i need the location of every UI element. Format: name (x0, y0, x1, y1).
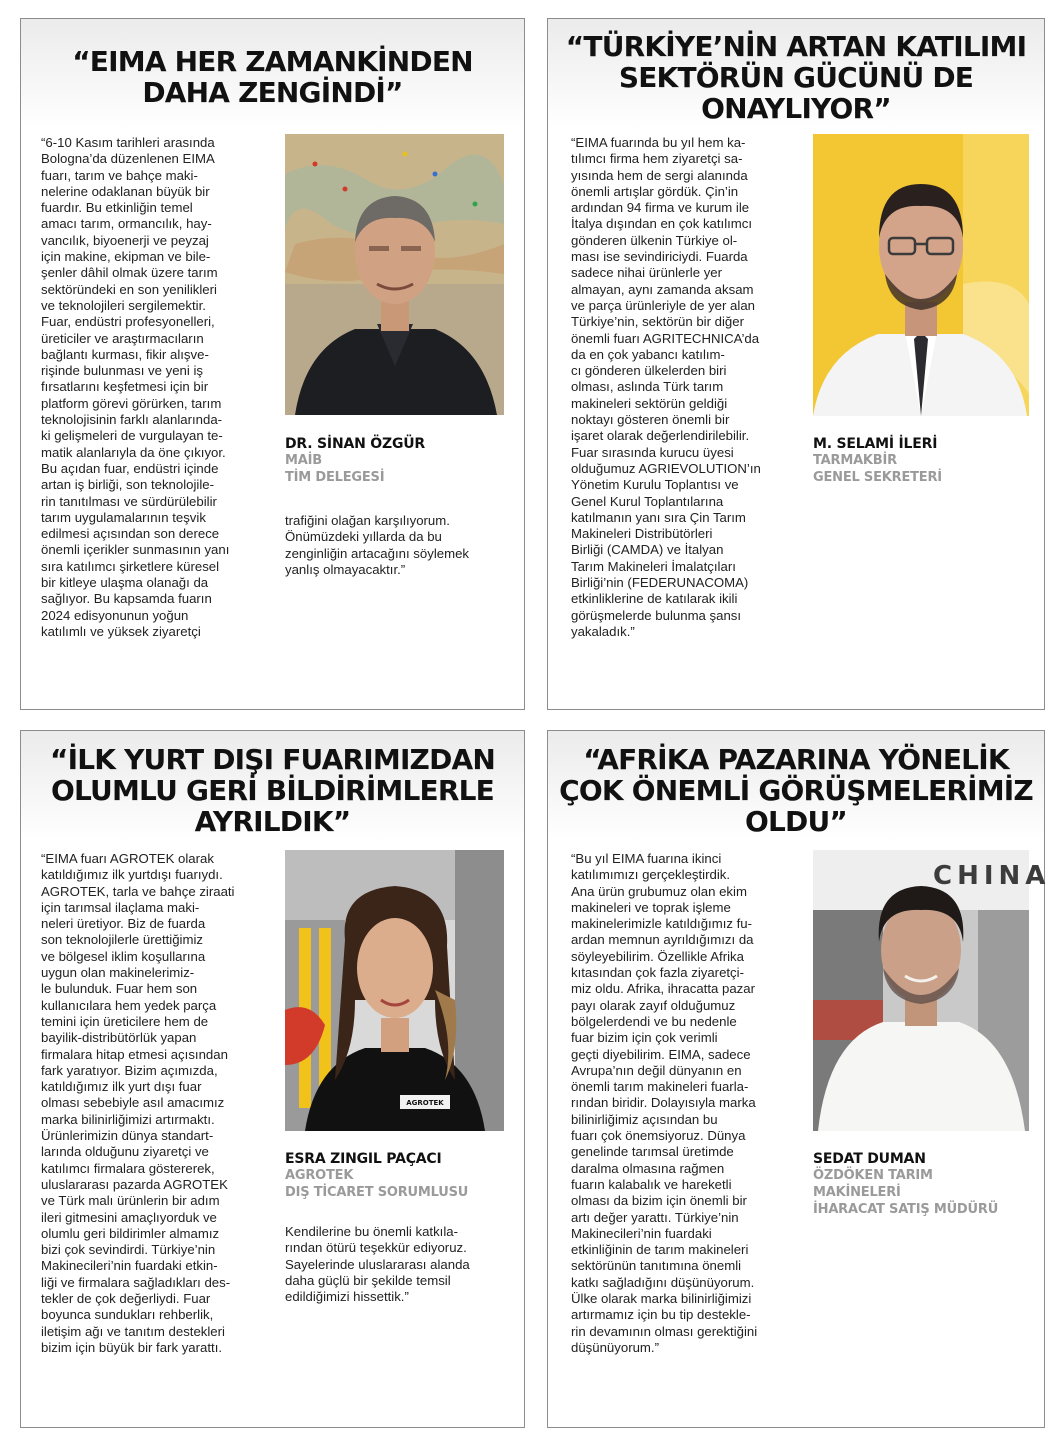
body-line: ve parça ürünleriyle de yer alan (571, 297, 755, 313)
body-line: son teknolojilerle ürettiğimiz (41, 932, 203, 948)
body-line: liği ve firmalara sağladıkları des- (41, 1274, 231, 1290)
body-line: larında olduğunu ziyaretçi ve (41, 1144, 209, 1160)
body-line: yakaladık.” (571, 623, 635, 639)
body-line: makinelerimizle katıldığımız fu- (571, 916, 753, 932)
body-line: bizim için büyük bir fark yarattı. (41, 1339, 223, 1355)
article-4 (547, 730, 1051, 1428)
body-line: almayan, aynı zamanda aksam (571, 281, 754, 297)
article-1-title: “EIMA HER ZAMANKİNDEN DAHA ZENGİNDİ” (72, 45, 473, 109)
body-line: Birliği (CAMDA) ve İtalyan (571, 542, 724, 558)
article-3-body-left (41, 851, 235, 1356)
body-line: fuarı çok önemsiyoruz. Dünya (571, 1128, 746, 1144)
body-line: üreticiler ve araştırmacıların (41, 330, 204, 346)
body-line: için tarımsal ilaçlama maki- (41, 899, 200, 915)
person-role-4: ÖZDÖKEN TARIM MAKİNELERİ İHARACAT SATIŞ MÜDÜRÜ (813, 1168, 999, 1217)
portrait-photo-sedat-duman (813, 850, 1051, 1131)
body-line: Makineleri Distribütörleri (571, 526, 713, 542)
body-line: trafiğini olağan karşılıyorum. (285, 513, 450, 528)
body-line: katılımlı ve yüksek ziyaretçi (41, 623, 201, 639)
body-line: 2024 edisyonunun yoğun (41, 607, 189, 623)
body-line: uluslararası pazarda AGROTEK (41, 1176, 228, 1192)
photo-shirt-label: AGROTEK (406, 1099, 444, 1107)
body-line: Ülke olarak marka bilinirliğimizi (571, 1291, 752, 1307)
body-line: Tarım Makineleri İmalatçıları (571, 558, 736, 574)
person-name-4: SEDAT DUMAN (813, 1151, 926, 1167)
body-line: sağlıyor. Bu kapsamda fuarın (41, 591, 212, 607)
body-line: tekler de çok değerliydi. Fuar (41, 1291, 211, 1307)
body-line: marka bilinirliğimizi artırmaktı. (41, 1111, 215, 1127)
body-line: fuardır. Bu etkinliğin temel (41, 200, 193, 216)
body-line: Fuar, endüstri profesyonelleri, (41, 314, 215, 330)
body-line: rından ötürü teşekkür ediyoruz. (285, 1240, 467, 1256)
body-line: boyunca sundukları rehberlik, (41, 1307, 214, 1323)
body-line: “EIMA fuarı AGROTEK olarak (41, 851, 214, 866)
body-line: önemli artışlar gördük. Çin’in (571, 183, 739, 199)
body-line: fırsatlarını keşfetmesi için bir (41, 379, 209, 395)
body-line: amacı tarım, ormancılık, hay- (41, 216, 212, 232)
body-line: noktayı gösteren önemli bir (571, 412, 730, 428)
body-line: daralma olmasına rağmen (571, 1160, 725, 1176)
body-line: uygun olan makinelerimiz- (41, 965, 195, 981)
body-line: fuar bizim için çok verimli (571, 1030, 718, 1046)
article-4-body-left (571, 851, 757, 1356)
body-line: vancılık, biyoenerji ve peyzaj (41, 232, 209, 248)
body-line: görüşmelerde bulunma şansı (571, 607, 742, 623)
body-line: rişinde bulunması ve yeni iş (41, 363, 203, 379)
body-line: AGROTEK, tarla ve bahçe ziraati (41, 883, 235, 899)
article-2-body-left (571, 135, 761, 640)
body-line: bayilik-distribütörlük yapan (41, 1030, 197, 1046)
person-role-2: TARMAKBİR GENEL SEKRETERİ (813, 453, 942, 485)
body-line: ardından 94 firma ve kurum ile (571, 200, 750, 216)
body-line: önemli tarım makineleri fuarla- (571, 1079, 749, 1095)
body-line: temini için üreticilere hem de (41, 1013, 209, 1029)
portrait-photo-selami-ileri (813, 134, 1029, 416)
body-line: katıldığımız ilk yurtdışı fuarıydı. (41, 867, 223, 883)
body-line: Genel Kurul Toplantılarına (571, 493, 724, 509)
body-line: artırmamız için bu tip destekle- (571, 1307, 751, 1323)
body-line: Sayelerinde uluslararası alanda (285, 1256, 470, 1272)
body-line: sektöründeki en son yenilikleri (41, 281, 217, 297)
body-line: söyleyebilirim. Özellikle Afrika (571, 948, 744, 964)
photo-sign-label: CHINA (933, 861, 1051, 891)
body-line: ve bölgesel iklim koşullarına (41, 948, 206, 964)
person-name-1: DR. SİNAN ÖZGÜR (285, 436, 425, 452)
body-line: İtalya dışından en çok katılımcı (571, 216, 753, 232)
body-line: Ana ürün grubumuz olan ekim (571, 883, 747, 899)
body-line: Fuar sırasında kurucu üyesi (571, 444, 734, 460)
body-line: rin devamının olması gerektiğini (571, 1323, 758, 1339)
body-line: rından biridir. Dolayısıyla marka (571, 1095, 756, 1111)
body-line: etkinliklerine de katılarak ikili (571, 591, 738, 607)
article-3-body-right (285, 1224, 470, 1305)
body-line: genelinde tarımsal üretimde (571, 1144, 734, 1160)
body-line: tılımcı firma hem ziyaretçi sa- (571, 151, 743, 167)
body-line: ardan memnun ayrıldığımızı da (571, 932, 754, 948)
body-line: Önümüzdeki yıllarda da bu (285, 529, 442, 545)
body-line: makineleri ve toprak işleme (571, 899, 731, 915)
body-line: edildiğimizi hissettik.” (285, 1289, 409, 1305)
person-role-1: MAİB TİM DELEGESİ (285, 453, 385, 485)
body-line: platform görevi görürken, tarım (41, 395, 222, 411)
body-line: cı gönderen ülkelerden biri (571, 363, 727, 379)
body-line: kullanıcılara hem yedek parça (41, 997, 217, 1013)
body-line: Makinecileri’nin fuardaki etkin- (41, 1258, 218, 1274)
body-line: bizi çok sevindirdi. Türkiye’nin (41, 1242, 216, 1258)
body-line: daha güçlü bir şekilde temsil (285, 1272, 451, 1288)
body-line: bilinirliğimiz açısından bu (571, 1111, 718, 1127)
body-line: geçti diyebilirim. EIMA, sadece (571, 1046, 751, 1062)
body-line: teknolojisinin farklı alanlarında- (41, 412, 223, 428)
body-line: olması da bizim için önemli bir (571, 1193, 747, 1209)
body-line: olması, aslında Türk tarım (571, 379, 724, 395)
body-line: olduğumuz AGRIEVOLUTION’ın (571, 460, 761, 476)
body-line: “6-10 Kasım tarihleri arasında (41, 135, 215, 150)
body-line: yanlış olmayacaktır.” (285, 561, 406, 577)
body-line: tarım uygulamalarının teşvik (41, 509, 206, 525)
article-1-body-right (285, 513, 469, 578)
article-2-title: “TÜRKİYE’NİN ARTAN KATILIMI SEKTÖRÜN GÜCÜNÜ DE ONAYLIYOR” (565, 30, 1027, 125)
body-line: makineleri sektörün geldiği (571, 395, 728, 411)
article-1-body-left (41, 135, 229, 640)
person-name-3: ESRA ZINGIL PAÇACI (285, 1151, 442, 1167)
body-line: için makine, ekipman ve bile- (41, 249, 211, 265)
body-line: artı değer yarattı. Türkiye’nin (571, 1209, 739, 1225)
body-line: katıldığımız ilk yurt dışı fuar (41, 1079, 202, 1095)
body-line: fark yaratıyor. Bizim açımızda, (41, 1062, 218, 1078)
body-line: payı olarak zayıf olduğumuz (571, 997, 736, 1013)
body-line: firmalara hitap etmesi açısından (41, 1046, 228, 1062)
body-line: artan iş birliği, son teknolojile- (41, 477, 214, 493)
body-line: yısında hem de sergi alanında (571, 167, 748, 183)
body-line: düşünüyorum.” (571, 1339, 659, 1355)
article-3-title: “İLK YURT DIŞI FUARIMIZDAN OLUMLU GERİ BİLDİRİMLERLE AYRILDIK” (49, 743, 496, 838)
body-line: Ürünlerimizin dünya standart- (41, 1128, 214, 1144)
article-4-title: “AFRİKA PAZARINA YÖNELİK ÇOK ÖNEMLİ GÖRÜŞMELERİMİZ OLDU” (559, 743, 1033, 838)
body-line: kıtasından çok fazla ziyaretçi- (571, 965, 744, 981)
body-line: matik alanlarıyla da öne çıkıyor. (41, 444, 226, 460)
body-line: Bologna’da düzenlenen EIMA (41, 151, 215, 167)
body-line: Birliği’nin (FEDERUNACOMA) (571, 575, 749, 591)
body-line: Bu açıdan fuar, endüstri içinde (41, 460, 219, 476)
body-line: ileri gitmesini amaçlıyorduk ve (41, 1209, 217, 1225)
body-line: zenginliğin artacağını söylemek (285, 545, 469, 561)
body-line: bir kitleye ulaşma olanağı da (41, 575, 209, 591)
article-2 (547, 18, 1045, 710)
body-line: katılımcı firmalara göstererek, (41, 1160, 215, 1176)
body-line: bölgelerdendi ve bu nedenle (571, 1013, 737, 1029)
body-line: gönderen ülkenin Türkiye ol- (571, 232, 738, 248)
body-line: Makinecileri’nin fuardaki (571, 1225, 712, 1241)
body-line: katılımımızı gerçekleştirdik. (571, 867, 731, 883)
body-line: rin tanıtılması ve sürdürülebilir (41, 493, 217, 509)
body-line: olması sebebiyle asıl amacımız (41, 1095, 225, 1111)
body-line: şenler dâhil olmak üzere tarım (41, 265, 218, 281)
body-line: miz oldu. Afrika, ihracatta pazar (571, 981, 755, 997)
body-line: nelerine odaklanan büyük bir (41, 183, 210, 199)
portrait-photo-sinan-ozgur (285, 134, 504, 415)
person-name-2: M. SELAMİ İLERİ (813, 436, 938, 452)
body-line: le bulunduk. Fuar hem son (41, 981, 198, 997)
body-line: Avrupa’nın değil dünyanın en (571, 1062, 742, 1078)
body-line: “EIMA fuarında bu yıl hem ka- (571, 135, 746, 150)
body-line: katılmanın yanı sıra Çin Tarım (571, 509, 746, 525)
body-line: ve teknolojileri sergilemektir. (41, 297, 206, 313)
body-line: “Bu yıl EIMA fuarına ikinci (571, 851, 722, 866)
body-line: da en çok yabancı katılım- (571, 346, 725, 362)
body-line: ması ise sevindiriciydi. Fuarda (571, 249, 748, 265)
body-line: katkı sağladığını düşünüyorum. (571, 1274, 755, 1290)
body-line: önemli içerikler sunmasının yanı (41, 542, 230, 558)
body-line: önemli fuarı AGRITECHNICA’da (571, 330, 760, 346)
body-line: iletişim ağı ve tanıtım destekleri (41, 1323, 225, 1339)
body-line: ki gelişmeleri de vurgulayan te- (41, 428, 223, 444)
body-line: etkinliğinin de tarım makineleri (571, 1242, 749, 1258)
portrait-photo-esra-zingil-pacaci (285, 850, 504, 1131)
body-line: ve Türk malı ürünlerin bir adım (41, 1193, 220, 1209)
body-line: sıra katılımcı şirketlere küresel (41, 558, 220, 574)
body-line: Kendilerine bu önemli katkıla- (285, 1224, 458, 1239)
article-3 (20, 730, 525, 1428)
body-line: edilmesi açısından son derece (41, 526, 220, 542)
body-line: Yönetim Kurulu Toplantısı ve (571, 477, 739, 493)
body-line: olumlu geri bildirimler almamız (41, 1225, 220, 1241)
person-role-3: AGROTEK DIŞ TİCARET SORUMLUSU (285, 1168, 469, 1200)
body-line: Türkiye’nin, sektörün bir diğer (571, 314, 744, 330)
body-line: sadece nihai ürünlerle yer (571, 265, 723, 281)
body-line: neleri üretiyor. Biz de fuarda (41, 916, 206, 932)
body-line: fuarı, tarım ve bahçe maki- (41, 167, 198, 183)
body-line: sektörünün tanıtımına önemli (571, 1258, 742, 1274)
article-1 (20, 18, 525, 710)
body-line: fuarın kalabalık ve hareketli (571, 1176, 732, 1192)
body-line: işaret olarak değerlendirilebilir. (571, 428, 750, 444)
body-line: bağlantı kurması, fikir alışve- (41, 346, 209, 362)
